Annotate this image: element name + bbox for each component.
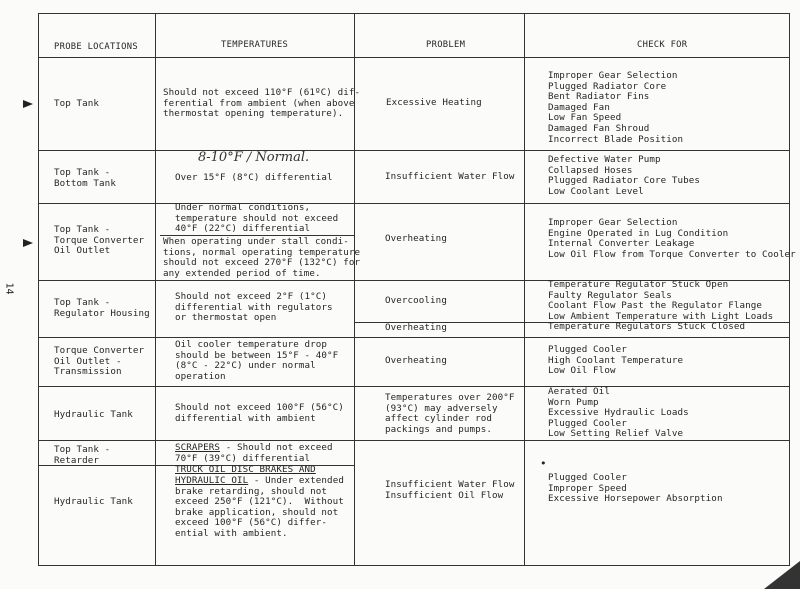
handwritten-note: 8-10°F / Normal. [198, 150, 310, 165]
check-list: Improper Gear Selection Engine Operated in Lug Condition Internal Converter Leakage Low Oil Flow from Torque Converter to Cooler [548, 217, 796, 260]
probe-location: Top Tank - Torque Converter Oil Outlet [54, 224, 145, 257]
problem: Overheating [385, 233, 447, 244]
header-probe-locations: PROBE LOCATIONS [54, 42, 138, 52]
check-list: Temperature Regulator Stuck Open Faulty Regulator Seals Coolant Flow Past the Regulator Flange Low Ambient Temperature with Light Loads [548, 279, 774, 322]
temperature-spec [175, 443, 333, 454]
table-top-border [38, 13, 790, 14]
arrow-marker [23, 100, 33, 108]
check-list: Improper Gear Selection Plugged Radiator Core Bent Radiator Fins Damaged Fan Low Fan Speed Damaged Fan Shroud Incorrect Blade Position [548, 70, 684, 145]
check-list: Defective Water Pump Collapsed Hoses Plugged Radiator Core Tubes Low Coolant Level [548, 154, 701, 197]
truck-brakes-heading: TRUCK OIL DISC BRAKES AND [175, 464, 316, 475]
header-check-for: CHECK FOR [637, 40, 688, 50]
scrapers-heading: SCRAPERS [175, 442, 221, 453]
row-divider [38, 203, 790, 204]
page-number: 14 [3, 282, 15, 295]
header-problem: PROBLEM [426, 40, 466, 50]
temperature-spec: Should not exceed 110°F (61ºC) dif- ferential from ambient (when above thermostat opening temperature). [163, 87, 361, 120]
table-left-border [38, 13, 39, 566]
probe-location: Torque Converter Oil Outlet - Transmission [54, 345, 145, 378]
table-right-border [789, 13, 790, 566]
problem: Temperatures over 200°F (93°C) may adversely affect cylinder rod packings and pumps. [385, 392, 515, 435]
problem: Insufficient Water Flow [385, 171, 515, 182]
problem: Excessive Heating [386, 97, 482, 108]
check-list: Plugged Cooler Improper Speed Excessive Horsepower Absorption [548, 472, 723, 505]
table-bottom-border [38, 565, 790, 566]
check-list: Temperature Regulators Stuck Closed [548, 321, 746, 332]
truck-brakes-text: - Under extended brake retarding, should not exceed 250°F (121°C). Without brake application, should not exceed 100°F (56°C) differ- ential with ambient. [175, 475, 344, 539]
problem: Insufficient Water Flow Insufficient Oil Flow [385, 479, 515, 501]
column-divider-1 [155, 13, 156, 566]
column-divider-3 [524, 13, 525, 566]
row-divider [38, 150, 790, 151]
temperature-spec: Should not exceed 2°F (1°C) differential with regulators or thermostat open [175, 291, 333, 324]
probe-location: Top Tank - Bottom Tank [54, 167, 116, 189]
problem: Overheating [385, 355, 447, 366]
temperature-spec: Should not exceed 100°F (56°C) differential with ambient [175, 402, 344, 424]
problem: Overheating [385, 322, 447, 333]
hydraulic-oil-heading: HYDRAULIC OIL [175, 475, 249, 486]
probe-location: Hydraulic Tank [54, 496, 133, 507]
temperature-spec: 70°F (39°C) differential [175, 453, 311, 464]
scrapers-text: - Should not exceed [220, 442, 333, 453]
temperature-spec: Over 15°F (8°C) differential [175, 172, 333, 183]
problem: Overcooling [385, 295, 447, 306]
probe-location: Top Tank - Regulator Housing [54, 297, 150, 319]
temperature-spec: Oil cooler temperature drop should be between 15°F - 40°F (8°C - 22°C) under normal operation [175, 339, 339, 382]
row-divider [38, 440, 790, 441]
temperature-spec: Under normal conditions, temperature should not exceed 40°F (22°C) differential [175, 202, 339, 235]
row-divider [38, 337, 790, 338]
arrow-marker [23, 239, 33, 247]
probe-location: Top Tank [54, 98, 100, 109]
header-temperatures: TEMPERATURES [221, 40, 289, 50]
temperature-spec [175, 476, 344, 540]
bullet: • [540, 457, 547, 470]
check-list: Aerated Oil Worn Pump Excessive Hydraulic Loads Plugged Cooler Low Setting Relief Valve [548, 386, 689, 440]
page-corner-shadow [764, 561, 800, 589]
probe-location: Hydraulic Tank [54, 409, 133, 420]
probe-location: Top Tank - Retarder [54, 444, 111, 466]
header-divider [38, 57, 790, 58]
check-list: Plugged Cooler High Coolant Temperature Low Oil Flow [548, 344, 684, 377]
temperature-spec: When operating under stall condi- tions, normal operating temperature should not exceed 270°F (132°C) for any extended period of time. [163, 236, 361, 279]
